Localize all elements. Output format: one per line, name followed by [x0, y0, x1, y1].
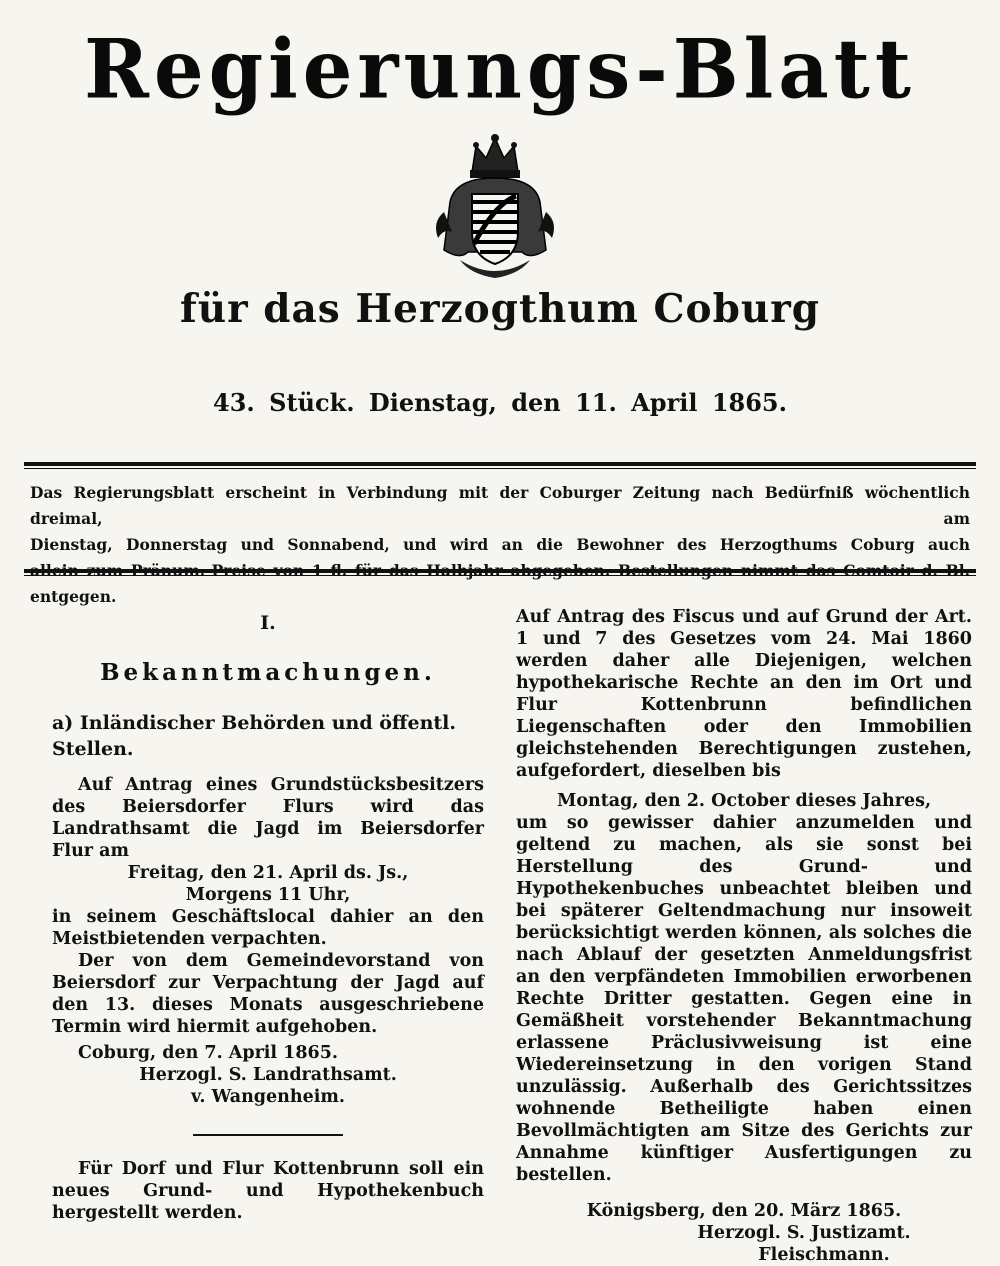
bottom-rule — [24, 569, 976, 573]
coat-of-arms-icon — [430, 132, 560, 282]
announcement-date: Freitag, den 21. April ds. Js., — [127, 863, 409, 883]
notice-line: entgegen. — [30, 587, 117, 606]
notice-line: Das Regierungsblatt erscheint in Verbindung mit der Coburger Zeitung nach Bedürfniß wöchentlich dreimal, am — [30, 483, 970, 528]
divider — [193, 1134, 343, 1136]
place-date: Königsberg, den 20. März 1865. — [586, 1201, 902, 1221]
masthead-subtitle: für das Herzogthum Coburg — [179, 286, 821, 332]
announcement-paragraph: Auf Antrag eines Grundstücksbesitzers des Beiersdorfer Flurs wird das Landrathsamt die Jagd im Beiersdorfer Flur am — [52, 775, 484, 861]
masthead-title: Regierungs-Blatt — [84, 21, 916, 118]
subsection-title: a) Inländischer Behörden und öffentl. Stellen. — [52, 712, 457, 760]
left-column — [52, 606, 484, 1224]
announcement-paragraph: Auf Antrag des Fiscus und auf Grund der Art. 1 und 7 des Gesetzes vom 24. Mai 1860 werden daher alle Diejenigen, welchen hypothekarische Rechte an den im Ort und Flur Kottenbrunn befindlichen Liegenschaften oder den Immobilien gleichstehenden Berechtigungen zustehen, aufgefordert, dieselben bis — [516, 607, 972, 781]
signature: v. Wangenheim. — [191, 1087, 345, 1107]
section-number: I. — [260, 612, 276, 634]
issuing-authority: Herzogl. S. Landrathsamt. — [139, 1065, 397, 1085]
section-title: Bekanntmachungen. — [100, 659, 436, 686]
issue-line: 43. Stück. Dienstag, den 11. April 1865. — [213, 388, 787, 417]
announcement-paragraph: Der von dem Gemeindevorstand von Beiersdorf zur Verpachtung der Jagd auf den 13. dieses Monats ausgeschriebene Termin wird hiermit aufgehoben. — [52, 951, 484, 1037]
subscription-notice — [30, 480, 970, 610]
notice-line: Dienstag, Donnerstag und Sonnabend, und wird an die Bewohner des Herzogthums Coburg auch — [30, 535, 970, 554]
announcement-time: Morgens 11 Uhr, — [185, 885, 351, 905]
issuing-authority: Herzogl. S. Justizamt. — [697, 1223, 911, 1243]
announcement-paragraph: um so gewisser dahier anzumelden und geltend zu machen, als sie sonst bei Herstellung des Grund- und Hypothekenbuches unbeachtet bleiben und bei späterer Geltendmachung nur insoweit berücksichtigt werden können, als solches die nach Ablauf der gesetzten Anmeldungsfrist an den verpfändeten Immobilien erworbenen Rechte Dritter gestatten. Gegen eine in Gemäßheit vorstehender Bekanntmachung erlassene Präclusivweisung ist eine Wiedereinsetzung in den vorigen Stand unzulässig. Außerhalb des Gerichtssitzes wohnende Betheiligte haben einen Bevollmächtigten am Sitze des Gerichts zur Annahme künftiger Ausfertigungen zu bestellen. — [516, 813, 972, 1185]
bottom-rule-thin — [24, 575, 976, 576]
announcement-paragraph: Für Dorf und Flur Kottenbrunn soll ein neues Grund- und Hypothekenbuch hergestellt werden. — [52, 1159, 484, 1223]
place-date: Coburg, den 7. April 1865. — [78, 1043, 338, 1063]
right-column — [516, 606, 972, 1266]
signature: Fleischmann. — [758, 1245, 890, 1265]
top-rule-thin — [24, 468, 976, 469]
announcement-date: Montag, den 2. October dieses Jahres, — [556, 791, 932, 811]
top-rule — [24, 462, 976, 466]
announcement-paragraph: in seinem Geschäftslocal dahier an den Meistbietenden verpachten. — [52, 907, 484, 949]
